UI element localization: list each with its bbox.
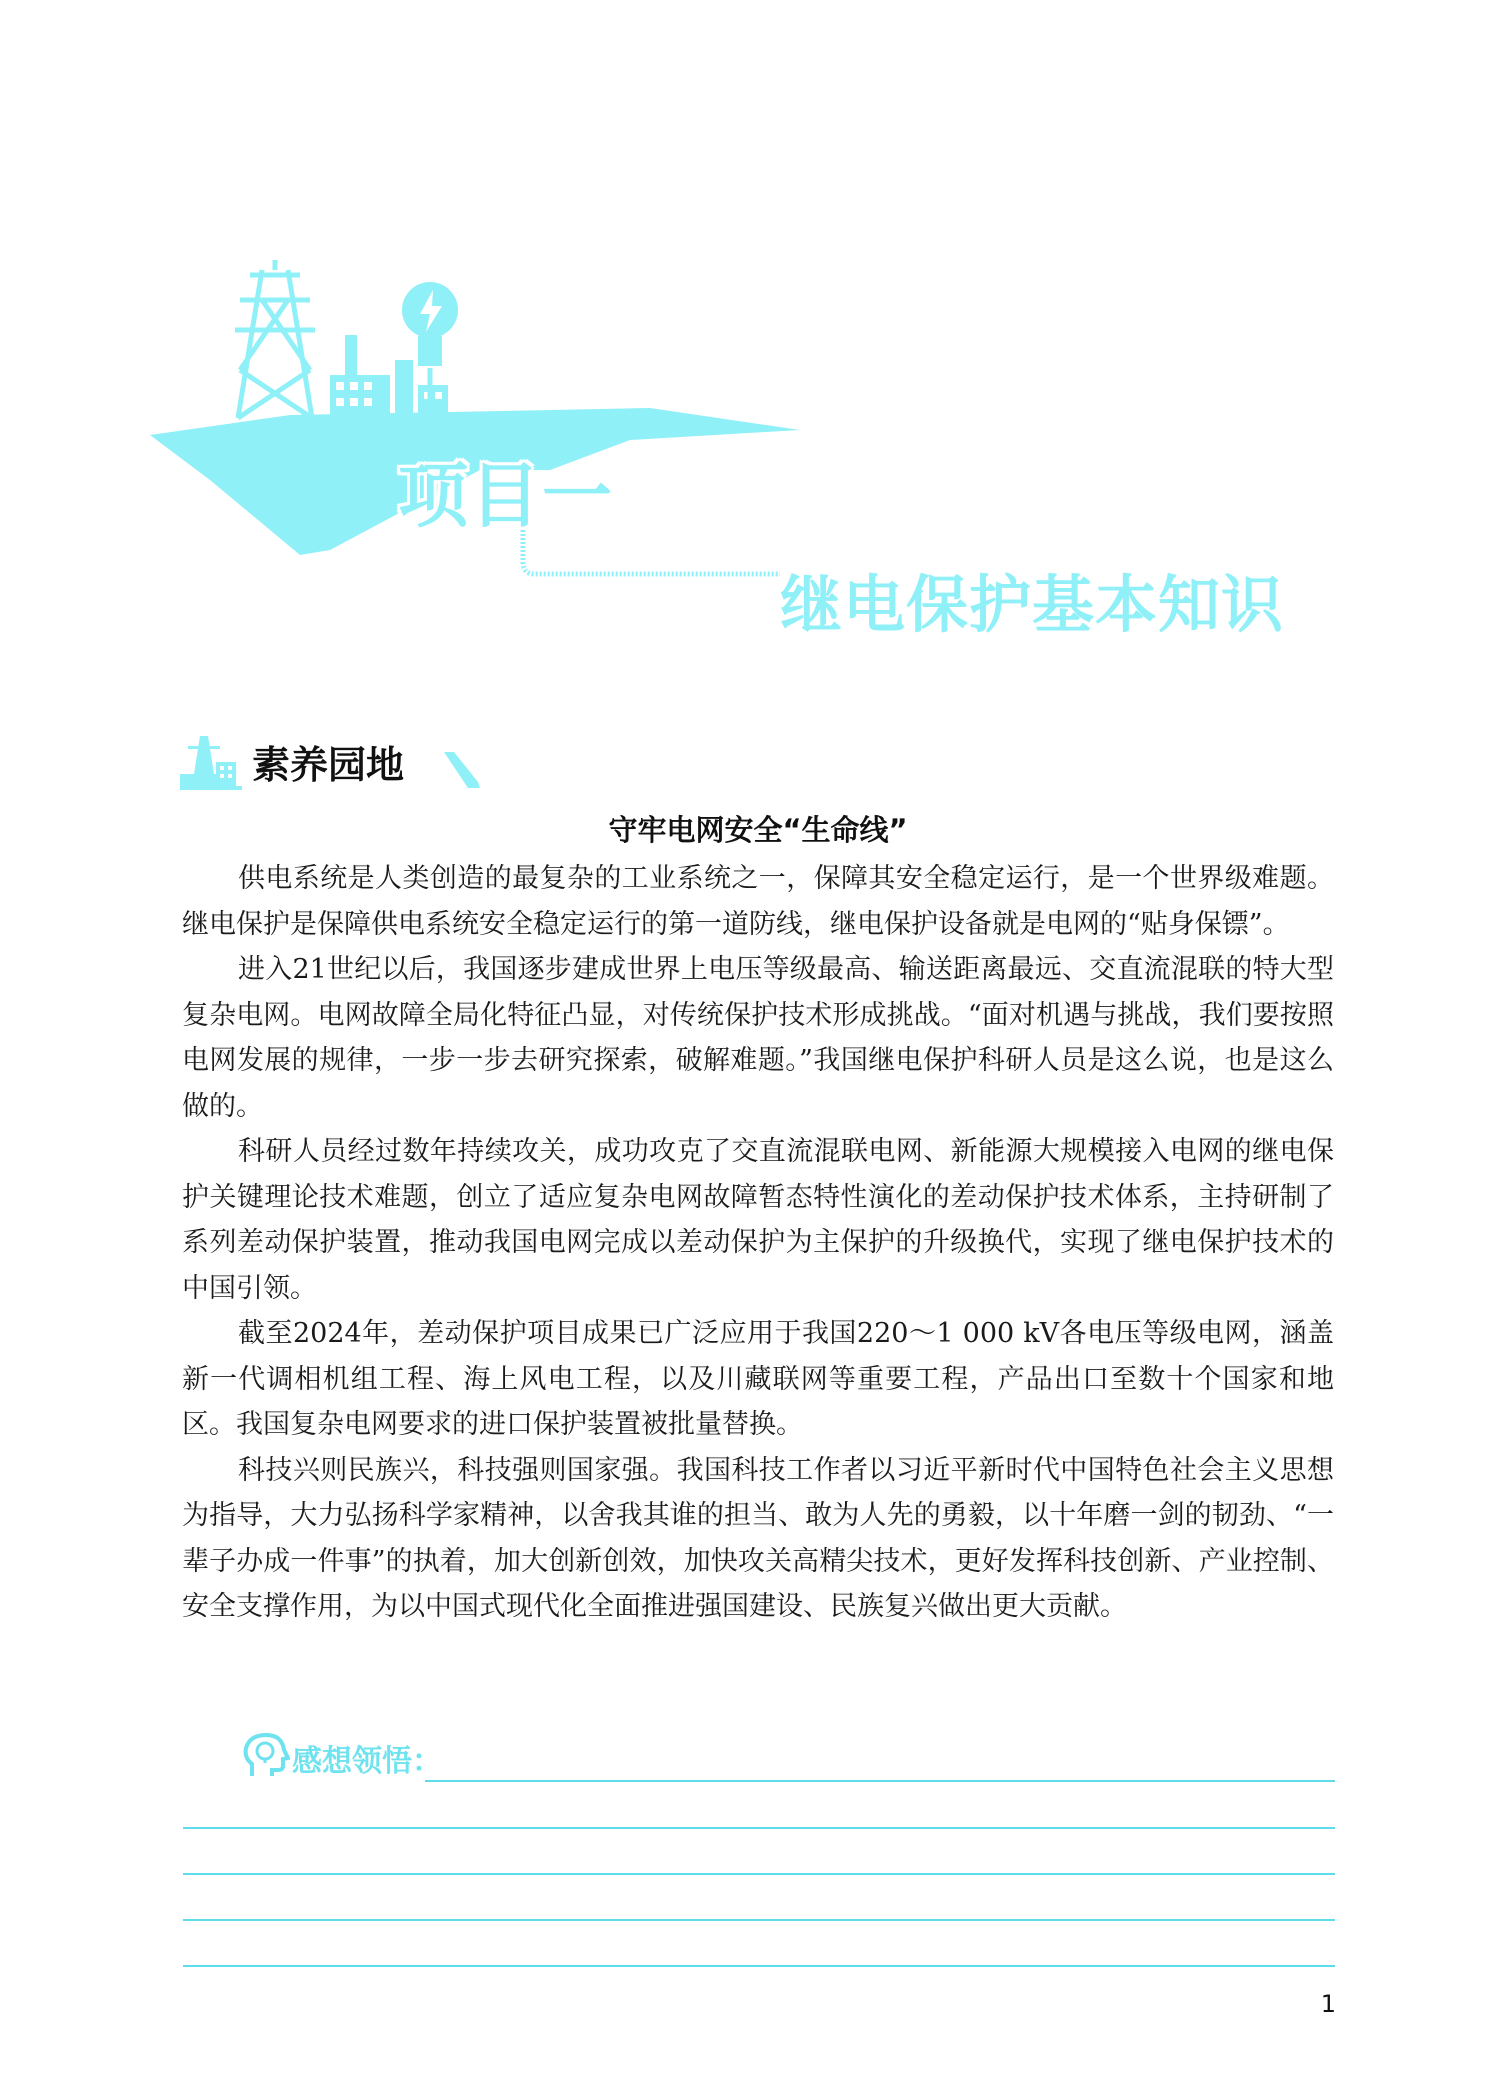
- article-title: 守牢电网安全“生命线”: [608, 813, 908, 847]
- section-tail-ornament: [440, 752, 480, 788]
- reflection-label: 感想领悟：: [292, 1744, 442, 1779]
- section-label: 素养园地: [252, 743, 405, 787]
- page-number: 1: [1320, 1990, 1336, 2018]
- article-paragraph: 科研人员经过数年持续攻关，成功攻克了交直流混联电网、新能源大规模接入电网的继电保护关键理论技术难题，创立了适应复杂电网故障暂态特性演化的差动保护技术体系，主持研制了系列差动保护装置，推动我国电网完成以差动保护为主保护的升级换代，实现了继电保护技术的中国引领。: [182, 1136, 1334, 1304]
- chapter-title: 继电保护基本知识: [780, 568, 1285, 641]
- head-idea-icon: [242, 1732, 290, 1778]
- writing-line: [183, 1827, 1335, 1829]
- reflection-header: [242, 1732, 442, 1782]
- writing-line: [183, 1919, 1335, 1921]
- writing-line: [183, 1873, 1335, 1875]
- article-paragraph: 进入21世纪以后，我国逐步建成世界上电压等级最高、输送距离最远、交直流混联的特大型复杂电网。电网故障全局化特征凸显，对传统保护技术形成挑战。“面对机遇与挑战，我们要按照电网发展的规律，一步一步去研究探索，破解难题。”我国继电保护科研人员是这么说，也是这么做的。: [182, 954, 1334, 1122]
- writing-line: [183, 1965, 1335, 1967]
- transmission-tower-icon: [235, 260, 315, 418]
- chapter-label: 项目一: [398, 455, 614, 537]
- writing-line: [425, 1780, 1335, 1782]
- article-body: [182, 856, 1334, 1630]
- article-paragraph: 科技兴则民族兴，科技强则国家强。我国科技工作者以习近平新时代中国特色社会主义思想为指导，大力弘扬科学家精神，以舍我其谁的担当、敢为人先的勇毅，以十年磨一剑的韧劲、“一辈子办成一件事”的执着，加大创新创效，加快攻关高精尖技术，更好发挥科技创新、产业控制、安全支撑作用，为以中国式现代化全面推进强国建设、民族复兴做出更大贡献。: [182, 1454, 1334, 1622]
- article-paragraph: 供电系统是人类创造的最复杂的工业系统之一，保障其安全稳定运行，是一个世界级难题。继电保护是保障供电系统安全稳定运行的第一道防线，继电保护设备就是电网的“贴身保镖”。: [182, 863, 1334, 940]
- section-header: [180, 734, 480, 794]
- section-tower-icon: [180, 734, 242, 790]
- article-paragraph: 截至2024年，差动保护项目成果已广泛应用于我国220～1 000 kV各电压等级电网，涵盖新一代调相机组工程、海上风电工程，以及川藏联网等重要工程，产品出口至数十个国家和地区。我国复杂电网要求的进口保护装置被批量替换。: [182, 1318, 1334, 1440]
